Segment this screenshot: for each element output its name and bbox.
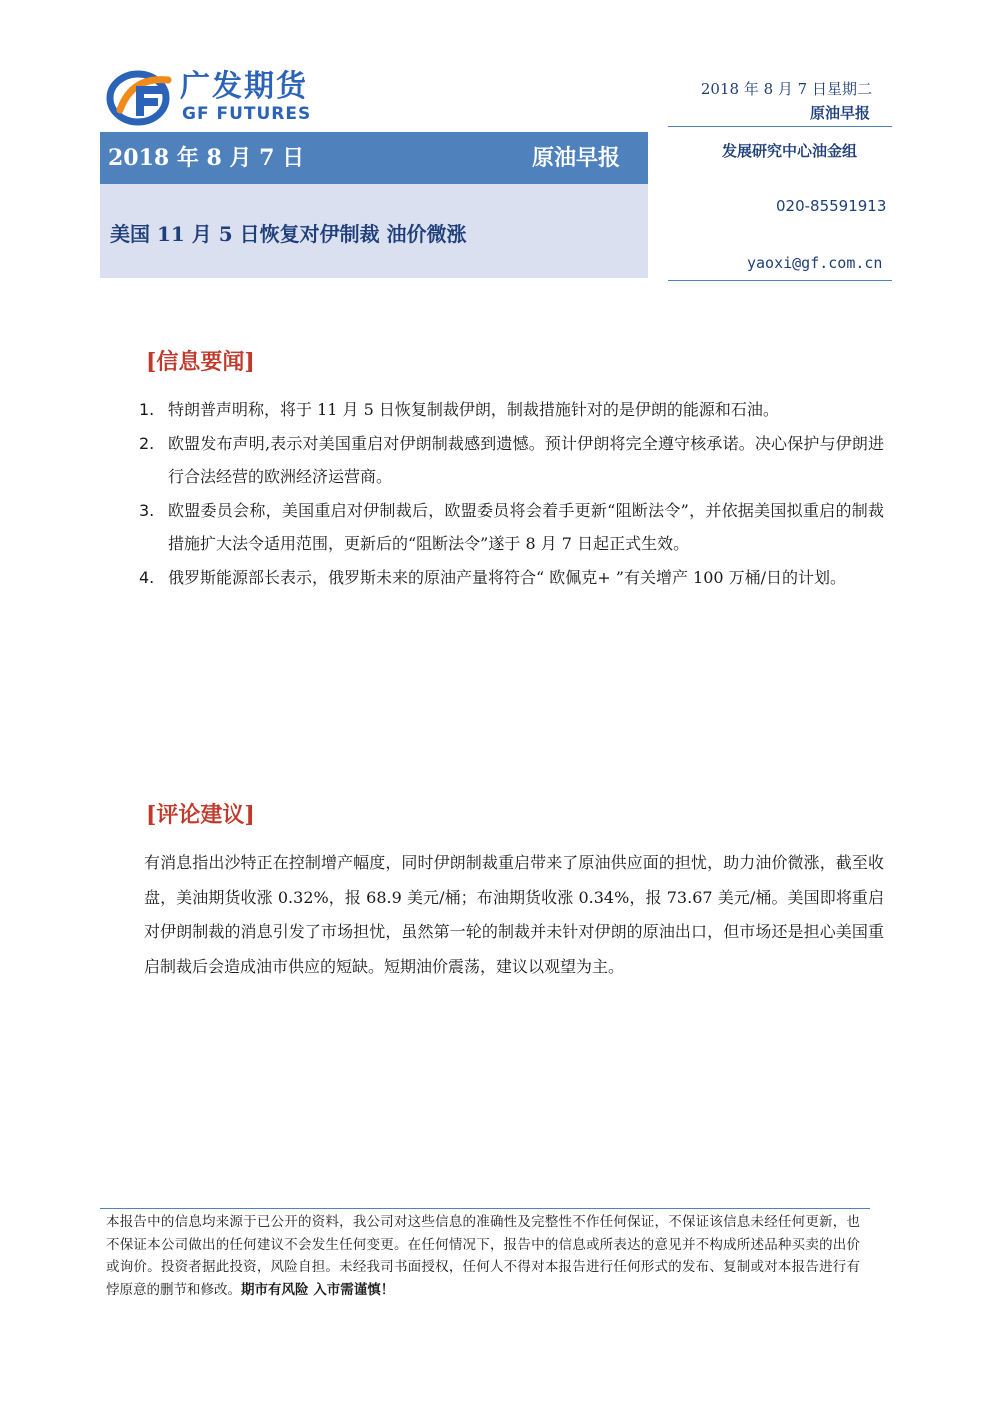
header-phone: 020-85591913 [776, 197, 887, 215]
news-list [139, 393, 884, 594]
news-item-text: 特朗普声明称，将于 11 月 5 日恢复制裁伊朗，制裁措施针对的是伊朗的能源和石油。 [168, 400, 779, 419]
title-band-report-type: 原油早报 [532, 145, 621, 171]
company-logo [106, 70, 366, 128]
gf-logo-icon [106, 70, 178, 126]
news-item-text: 俄罗斯能源部长表示，俄罗斯未来的原油产量将符合“ 欧佩克+ ”有关增产 100 万桶/日的计划。 [168, 567, 847, 587]
title-band-date: 2018 年 8 月 7 日 [108, 145, 305, 171]
news-item-number: 2. [139, 433, 155, 453]
header-department: 发展研究中心油金组 [722, 142, 858, 160]
logo-chinese-name: 广发期货 [180, 69, 308, 104]
news-item [139, 561, 884, 595]
news-item-number: 3. [139, 500, 155, 520]
disclaimer-emphasis: 期市有风险 入市需谨慎！ [241, 1281, 395, 1298]
disclaimer-divider [100, 1208, 870, 1209]
header-divider-bottom [668, 280, 892, 281]
news-item-number: 1. [139, 400, 155, 419]
comment-paragraph: 有消息指出沙特正在控制增产幅度，同时伊朗制裁重启带来了原油供应面的担忧，助力油价微涨，截至收盘，美油期货收涨 0.32%，报 68.9 美元/桶；布油期货收涨 0.34%，报 73.67 美元/桶。美国即将重启对伊朗制裁的消息引发了市场担忧，虽然第一轮的制裁并未针对伊朗的原油出口，但市场还是担心美国重启制裁后会造成油市供应的短缺。短期油价震荡，建议以观望为主。 [144, 853, 884, 976]
logo-english-name: GF FUTURES [182, 104, 312, 124]
header-divider [668, 126, 892, 127]
header-email[interactable]: yaoxi@gf.com.cn [747, 254, 883, 272]
news-item-number: 4. [139, 567, 155, 587]
news-item-text: 欧盟发布声明,表示对美国重启对伊朗制裁感到遗憾。预计伊朗将完全遵守核承诺。决心保护与伊朗进行合法经营的欧洲经济运营商。 [168, 433, 884, 486]
news-item [139, 427, 884, 494]
disclaimer-text: 本报告中的信息均来源于已公开的资料，我公司对这些信息的准确性及完整性不作任何保证，不保证该信息未经任何更新，也不保证本公司做出的任何建议不会发生任何变更。在任何情况下，报告中的信息或所表达的意见并不构成所述品种买卖的出价或询价。投资者据此投资，风险自担。未经我司书面授权，任何人不得对本报告进行任何形式的发布、复制或对本报告进行有悖原意的删节和修改。 [106, 1214, 860, 1298]
page-headline: 美国 11 月 5 日恢复对伊制裁 油价微涨 [110, 222, 467, 246]
comment-section-title: [评论建议] [146, 802, 255, 828]
header-report-type: 原油早报 [809, 104, 870, 122]
news-item [139, 494, 884, 561]
news-item-text: 欧盟委员会称，美国重启对伊制裁后，欧盟委员将会着手更新“阻断法令”，并依据美国拟重启的制裁措施扩大法令适用范围，更新后的“阻断法令”遂于 8 月 7 日起正式生效。 [168, 500, 884, 553]
news-section-title: [信息要闻] [146, 349, 255, 375]
disclaimer [106, 1211, 860, 1301]
news-item [139, 393, 884, 427]
header-date: 2018 年 8 月 7 日星期二 [700, 80, 872, 98]
